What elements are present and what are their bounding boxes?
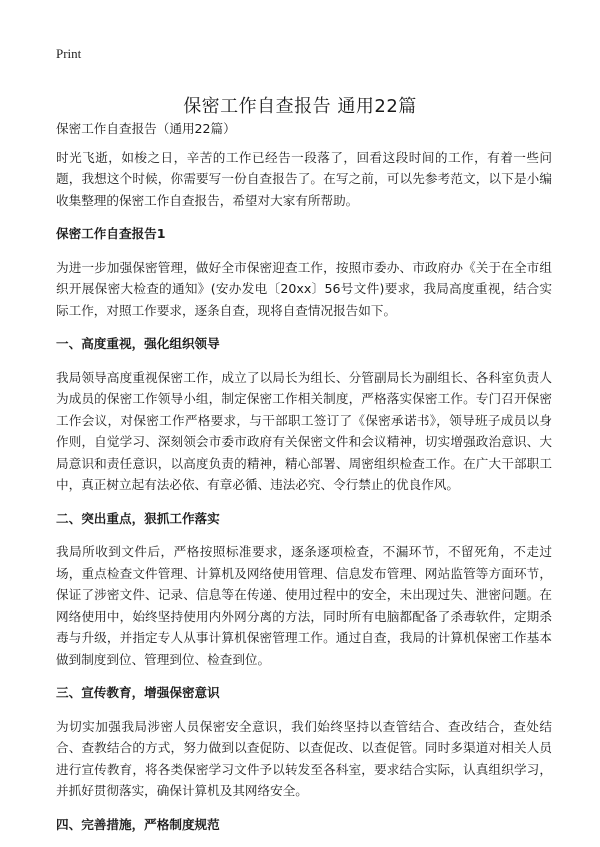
document-subtitle: 保密工作自查报告（通用22篇） bbox=[56, 121, 236, 136]
section-paragraph: 为切实加强我局涉密人员保密安全意识，我们始终坚持以查管结合、查改结合，查处结合、查教结合的方式，努力做到以查促防、以查促改、以查促管。同时多渠道对相关人员进行宣传教育，将各类保密学习文件予以转发至各科室，要求结合实际，认真组织学习，并抓好贯彻落实，确保计算机及其网络安全。 bbox=[56, 718, 552, 798]
section-heading: 三、宣传教育，增强保密意识 bbox=[56, 685, 220, 700]
section-paragraph: 我局领导高度重视保密工作，成立了以局长为组长、分管副局长为副组长、各科室负责人为成员的保密工作领导小组，制定保密工作相关制度，严格落实保密工作。专门召开保密工作会议，对保密工作严格要求，与干部职工签订了《保密承诺书》，领导班子成员以身作则，自觉学习、深刻领会市委市政府有关保密文件和会议精神，切实增强政治意识、大局意识和责任意识，以高度负责的精神，精心部署、周密组织检查工作。在广大干部职工中，真正树立起有法必依、有章必循、违法必究、令行禁止的优良作风。 bbox=[56, 369, 552, 492]
intro-paragraph: 时光飞逝，如梭之日，辛苦的工作已经告一段落了，回看这段时间的工作，有着一些问题，我想这个时候，你需要写一份自查报告了。在写之前，可以先参考范文，以下是小编收集整理的保密工作自查报告，希望对大家有所帮助。 bbox=[56, 149, 552, 208]
section-heading: 一、高度重视，强化组织领导 bbox=[56, 336, 220, 351]
report-intro-paragraph: 为进一步加强保密管理，做好全市保密迎查工作，按照市委办、市政府办《关于在全市组织开展保密大检查的通知》(安办发电〔20xx〕56号文件)要求，我局高度重视，结合实际工作，对照工作要求，逐条自查，现将自查情况报告如下。 bbox=[56, 259, 552, 318]
page-title: 保密工作自查报告 通用22篇 bbox=[183, 96, 417, 118]
section-heading: 二、突出重点，狠抓工作落实 bbox=[56, 510, 220, 526]
section-heading: 四、完善措施，严格制度规范 bbox=[56, 816, 220, 832]
document-body bbox=[56, 118, 552, 847]
section-paragraph: 我局所收到文件后，严格按照标准要求，逐条逐项检查，不漏环节，不留死角，不走过场，重点检查文件管理、计算机及网络使用管理、信息发布管理、网站监管等方面环节，保证了涉密文件、记录、信息等在传递、使用过程中的安全，未出现过失、泄密问题。在网络使用中，始终坚持使用内外网分离的方法，同时所有电脑都配备了杀毒软件，定期杀毒与升级，并指定专人从事计算机保密管理工作。通过自查，我局的计算机保密工作基本做到制度到位、管理到位、检查到位。 bbox=[56, 544, 552, 667]
report-heading: 保密工作自查报告1 bbox=[56, 226, 166, 241]
print-link[interactable]: Print bbox=[56, 46, 82, 61]
